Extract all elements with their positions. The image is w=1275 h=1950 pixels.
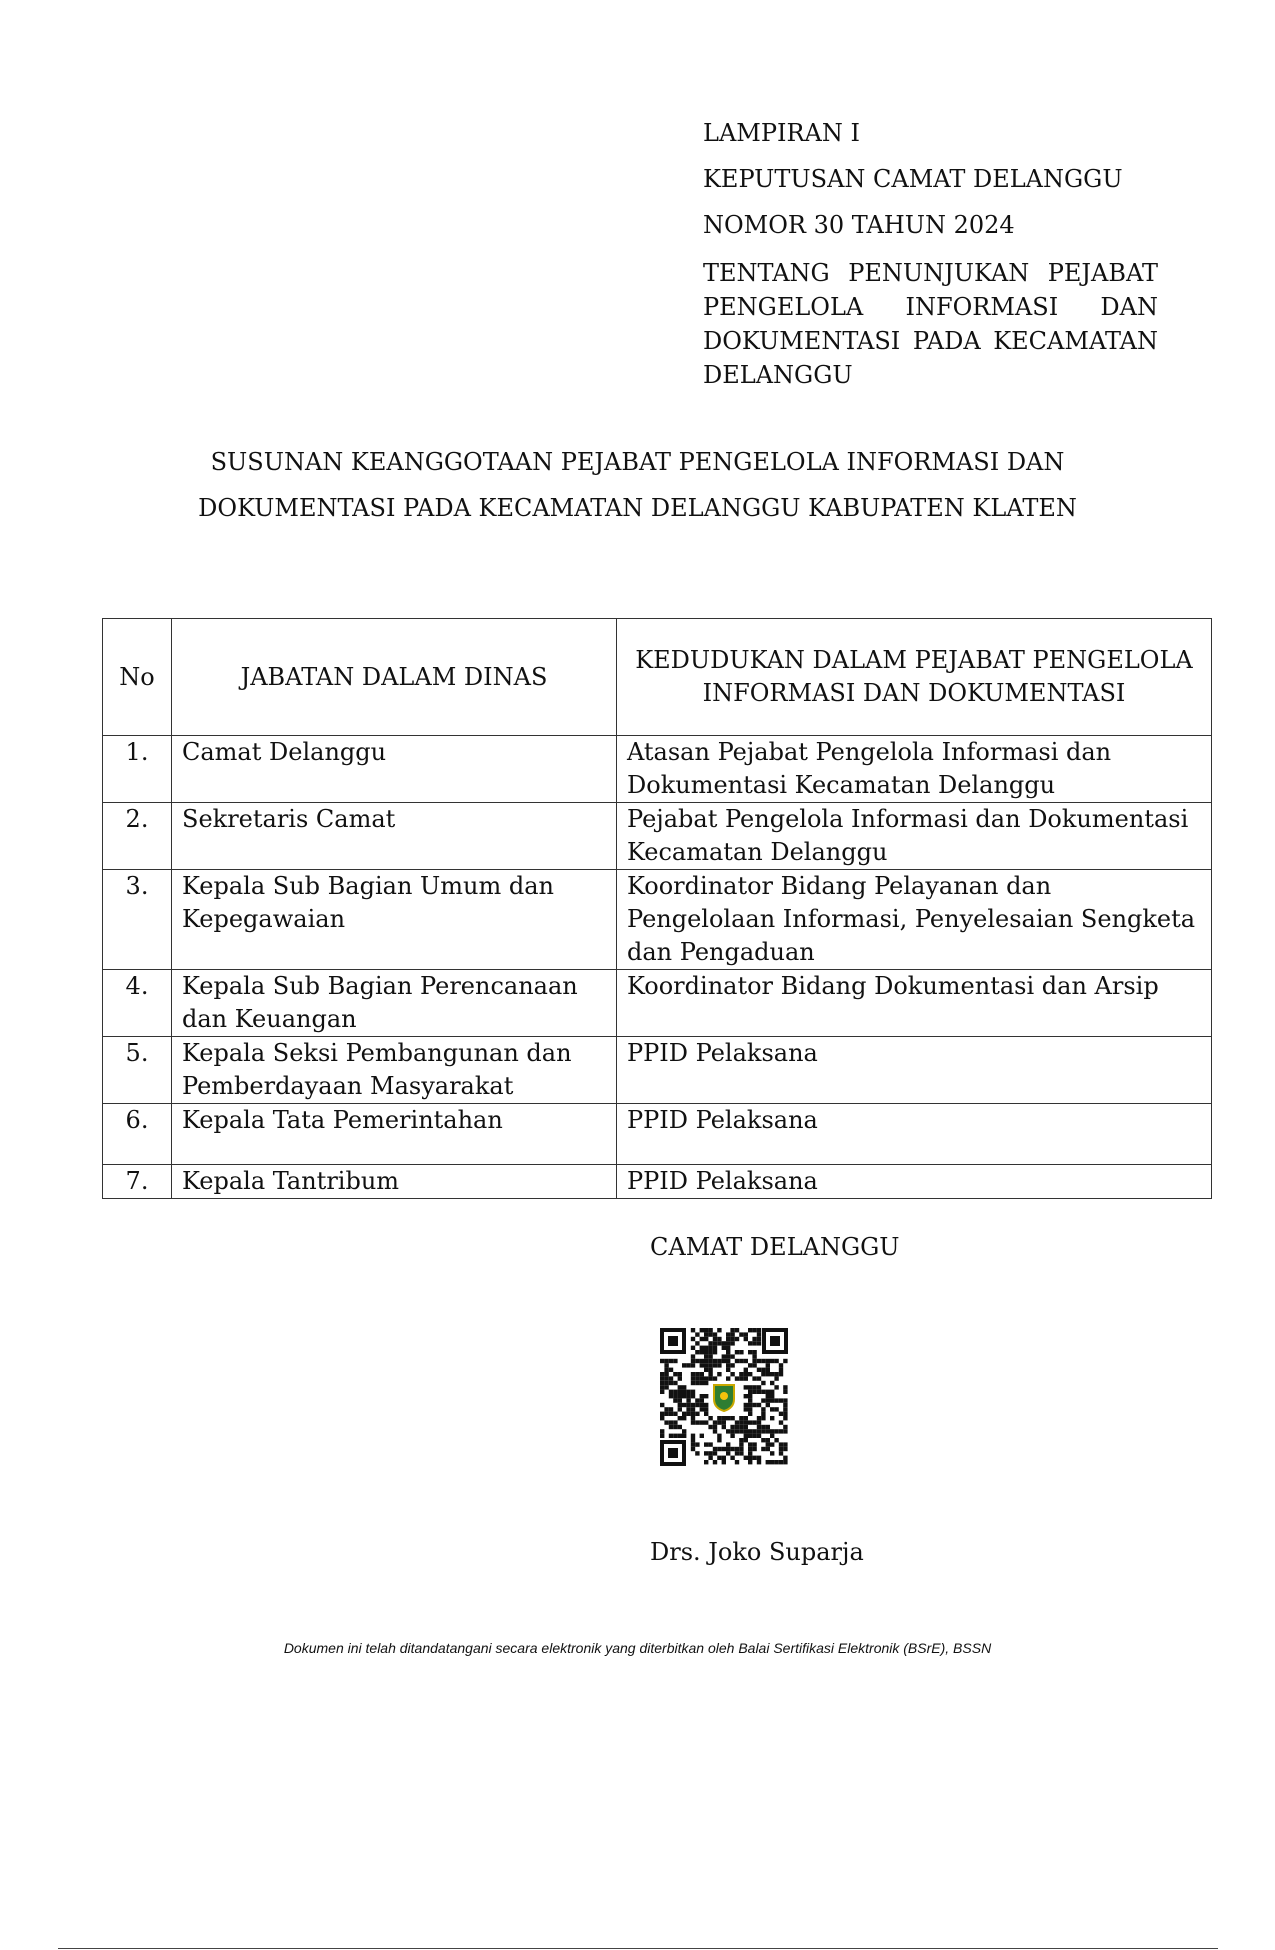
row-kedudukan: Koordinator Bidang Pelayanan dan Pengelolaan Informasi, Penyelesaian Sengketa dan Pengaduan [617,870,1212,970]
header-kedudukan: KEDUDUKAN DALAM PEJABAT PENGELOLA INFORMASI DAN DOKUMENTASI [617,619,1212,736]
emblem-icon [711,1382,737,1412]
row-number: 4. [103,970,172,1037]
header-jabatan: JABATAN DALAM DINAS [172,619,617,736]
table-row [103,803,1212,870]
table-row [103,1104,1212,1165]
row-kedudukan: Koordinator Bidang Dokumentasi dan Arsip [617,970,1212,1037]
document-heading-line-1: SUSUNAN KEANGGOTAAN PEJABAT PENGELOLA INFORMASI DAN [210,448,1065,476]
row-jabatan: Kepala Sub Bagian Umum dan Kepegawaian [172,870,617,970]
row-jabatan: Kepala Tantribum [172,1165,617,1199]
document-heading-line-2: DOKUMENTASI PADA KECAMATAN DELANGGU KABUPATEN KLATEN [198,494,1077,522]
row-number: 7. [103,1165,172,1199]
row-number: 2. [103,803,172,870]
decree-subject: TENTANG PENUNJUKAN PEJABAT PENGELOLA INFORMASI DAN DOKUMENTASI PADA KECAMATAN DELANGGU [703,259,1158,389]
table-row [103,1165,1212,1199]
row-jabatan: Kepala Tata Pemerintahan [172,1104,617,1165]
row-kedudukan: PPID Pelaksana [617,1165,1212,1199]
row-kedudukan: PPID Pelaksana [617,1037,1212,1104]
header-no: No [103,619,172,736]
table-row [103,736,1212,803]
attachment-block [703,116,1158,392]
row-kedudukan: PPID Pelaksana [617,1104,1212,1165]
decree-number: NOMOR 30 TAHUN 2024 [703,211,1015,239]
row-number: 3. [103,870,172,970]
row-jabatan: Kepala Sub Bagian Perencanaan dan Keuangan [172,970,617,1037]
table-row [103,870,1212,970]
table-header-row [103,619,1212,736]
attachment-label: LAMPIRAN I [703,119,860,147]
footer-divider [58,1948,1218,1949]
row-number: 6. [103,1104,172,1165]
signer-title: CAMAT DELANGGU [650,1233,900,1261]
row-kedudukan: Pejabat Pengelola Informasi dan Dokumentasi Kecamatan Delanggu [617,803,1212,870]
membership-table [102,618,1212,1199]
signer-name: Drs. Joko Suparja [650,1538,864,1566]
decree-title: KEPUTUSAN CAMAT DELANGGU [703,165,1123,193]
qr-code-icon [658,1326,790,1468]
e-signature-note: Dokumen ini telah ditandatangani secara elektronik yang diterbitkan oleh Balai Sertifikasi Elektronik (BSrE), BSSN [283,1640,992,1656]
row-number: 5. [103,1037,172,1104]
row-jabatan: Sekretaris Camat [172,803,617,870]
row-number: 1. [103,736,172,803]
table-row [103,1037,1212,1104]
row-kedudukan: Atasan Pejabat Pengelola Informasi dan Dokumentasi Kecamatan Delanggu [617,736,1212,803]
row-jabatan: Kepala Seksi Pembangunan dan Pemberdayaan Masyarakat [172,1037,617,1104]
row-jabatan: Camat Delanggu [172,736,617,803]
table-row [103,970,1212,1037]
